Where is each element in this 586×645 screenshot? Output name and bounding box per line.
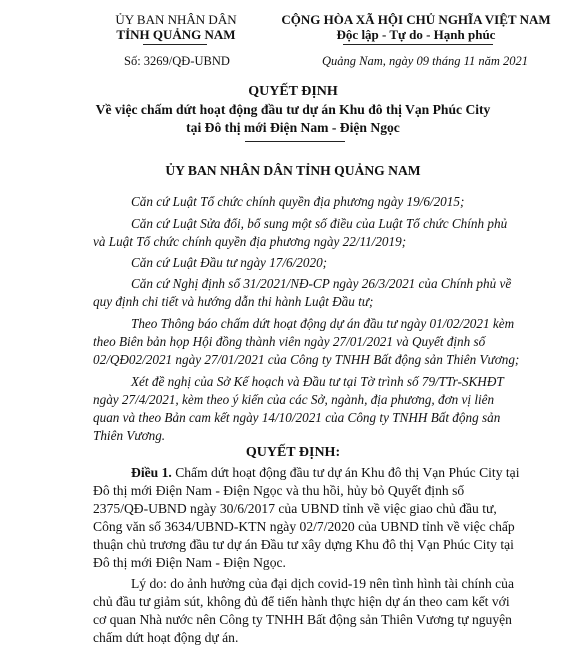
article-1-first-line: [131, 466, 520, 480]
reason-line: chấm dứt hoạt động dự án.: [93, 630, 239, 645]
place-date: Quảng Nam, ngày 09 tháng 11 năm 2021: [322, 54, 529, 68]
article-1-line: Đô thị mới Điện Nam - Điện Ngọc.: [93, 555, 286, 570]
preamble-line: và Luật Tổ chức chính quyền địa phương ngày 22/11/2019;: [93, 234, 407, 249]
decision-heading: QUYẾT ĐỊNH:: [245, 445, 341, 460]
preamble-line: Căn cứ Nghị định số 31/2021/NĐ-CP ngày 26/3/2021 của Chính phủ về: [131, 276, 512, 291]
preamble-line: quan và theo Bản cam kết ngày 14/10/2021 của Công ty TNHH Bất động sản: [93, 410, 501, 425]
agency-name-line1: ỦY BAN NHÂN DÂN: [115, 12, 237, 27]
motto-underline: [343, 44, 493, 45]
article-1-label: Điều 1.: [131, 465, 172, 480]
reason-line: Lý do: do ảnh hưởng của đại dịch covid-19 nên tình hình tài chính của: [131, 576, 515, 591]
article-1-line: 2375/QĐ-UBND ngày 30/6/2017 của UBND tỉnh về việc giao chủ đầu tư,: [93, 501, 497, 516]
agency-name-line2: TỈNH QUẢNG NAM: [116, 27, 236, 42]
preamble-line: 02/QĐ02/2021 ngày 27/01/2021 của Công ty TNHH Bất động sản Thiên Vương;: [93, 352, 520, 367]
preamble-line: ngày 27/4/2021, kèm theo ý kiến của các Sở, ngành, địa phương, đơn vị liên: [93, 392, 495, 407]
reason-line: cơ quan Nhà nước nên Công ty TNHH Bất động sản Thiên Vương tự nguyện: [93, 612, 512, 627]
document-number: Số: 3269/QĐ-UBND: [124, 54, 230, 68]
preamble-line: Căn cứ Luật Tổ chức chính quyền địa phương ngày 19/6/2015;: [131, 194, 465, 209]
preamble-line: Theo Thông báo chấm dứt hoạt động dự án đầu tư ngày 01/02/2021 kèm: [131, 316, 515, 331]
agency-underline: [143, 44, 207, 45]
preamble-line: Xét đề nghị của Sở Kế hoạch và Đầu tư tại Tờ trình số 79/TTr-SKHĐT: [131, 374, 504, 389]
article-1-line: thuận chủ trương đầu tư dự án Đầu tư xây dựng Khu đô thị Vạn Phúc City tại: [93, 537, 514, 552]
article-1-text: Chấm dứt hoạt động đầu tư dự án Khu đô thị Vạn Phúc City tại: [175, 465, 520, 480]
document-subject-line2: tại Đô thị mới Điện Nam - Điện Ngọc: [186, 120, 400, 135]
reason-line: chủ đầu tư giảm sút, không đủ để tiến hành thực hiện dự án theo cam kết với: [93, 594, 510, 609]
preamble-line: quy định chi tiết và hướng dẫn thi hành Luật Đầu tư;: [93, 294, 374, 309]
nation-name: CỘNG HÒA XÃ HỘI CHỦ NGHĨA VIỆT NAM: [281, 12, 551, 27]
document-subject-line1: Về việc chấm dứt hoạt động đầu tư dự án Khu đô thị Vạn Phúc City: [95, 102, 491, 117]
article-1-line: Đô thị mới Điện Nam - Điện Ngọc và thu hồi, hủy bỏ Quyết định số: [93, 483, 465, 498]
preamble-line: theo Biên bản họp Hội đồng thành viên ngày 27/01/2021 và Quyết định số: [93, 334, 486, 349]
article-1-line: Công văn số 3634/UBND-KTN ngày 02/7/2020 của UBND tỉnh về việc chấp: [93, 519, 515, 534]
preamble-line: Căn cứ Luật Đầu tư ngày 17/6/2020;: [131, 255, 328, 270]
document-title: QUYẾT ĐỊNH: [248, 84, 338, 99]
issuer-heading: ỦY BAN NHÂN DÂN TỈNH QUẢNG NAM: [165, 163, 421, 178]
nation-motto: Độc lập - Tự do - Hạnh phúc: [336, 27, 496, 42]
preamble-line: Căn cứ Luật Sửa đổi, bổ sung một số điều của Luật Tổ chức Chính phủ: [131, 216, 508, 231]
subject-underline: [245, 141, 345, 142]
preamble-line: Thiên Vương.: [93, 428, 166, 443]
